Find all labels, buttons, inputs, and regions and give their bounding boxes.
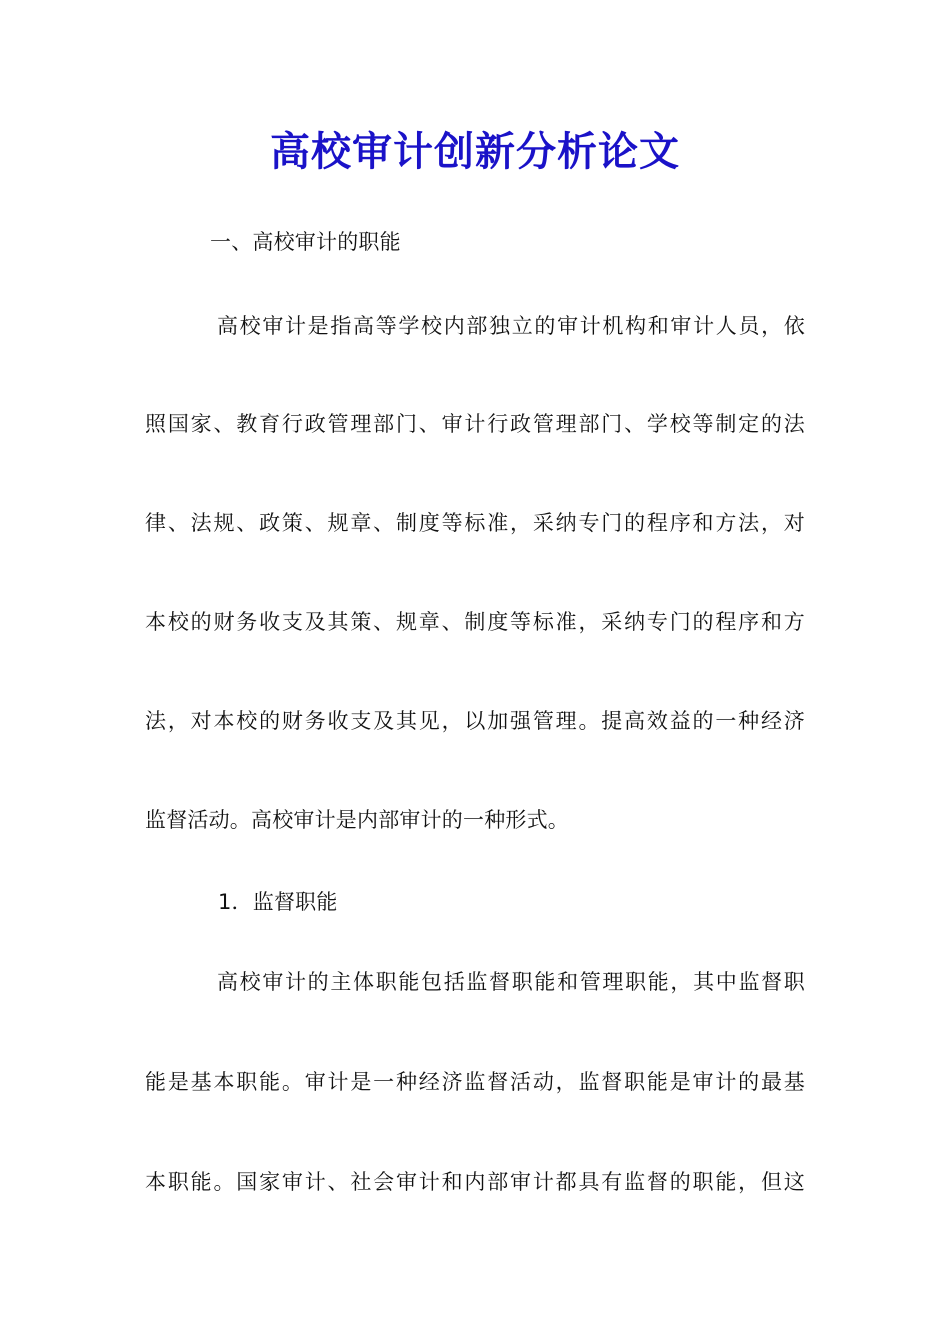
- paragraph-line: 能是基本职能。审计是一种经济监督活动，监督职能是审计的最基: [145, 1070, 805, 1094]
- paragraph-line: 本职能。国家审计、社会审计和内部审计都具有监督的职能，但这: [145, 1170, 805, 1194]
- paragraph-line: 照国家、教育行政管理部门、审计行政管理部门、学校等制定的法: [145, 412, 805, 436]
- section-heading: 一、高校审计的职能: [210, 230, 401, 254]
- document-title: 高校审计创新分析论文: [270, 128, 680, 175]
- paragraph-line: 法，对本校的财务收支及其见，以加强管理。提高效益的一种经济: [145, 709, 805, 733]
- paragraph-line: 律、法规、政策、规章、制度等标准，采纳专门的程序和方法，对: [145, 511, 805, 535]
- paragraph-line: 高校审计的主体职能包括监督职能和管理职能，其中监督职: [217, 970, 805, 994]
- paragraph-line: 本校的财务收支及其策、规章、制度等标准，采纳专门的程序和方: [145, 610, 805, 634]
- paragraph-line: 高校审计是指高等学校内部独立的审计机构和审计人员，依: [217, 314, 805, 338]
- subsection-heading: 1．监督职能: [218, 890, 338, 914]
- paragraph-line: 监督活动。高校审计是内部审计的一种形式。: [145, 808, 569, 832]
